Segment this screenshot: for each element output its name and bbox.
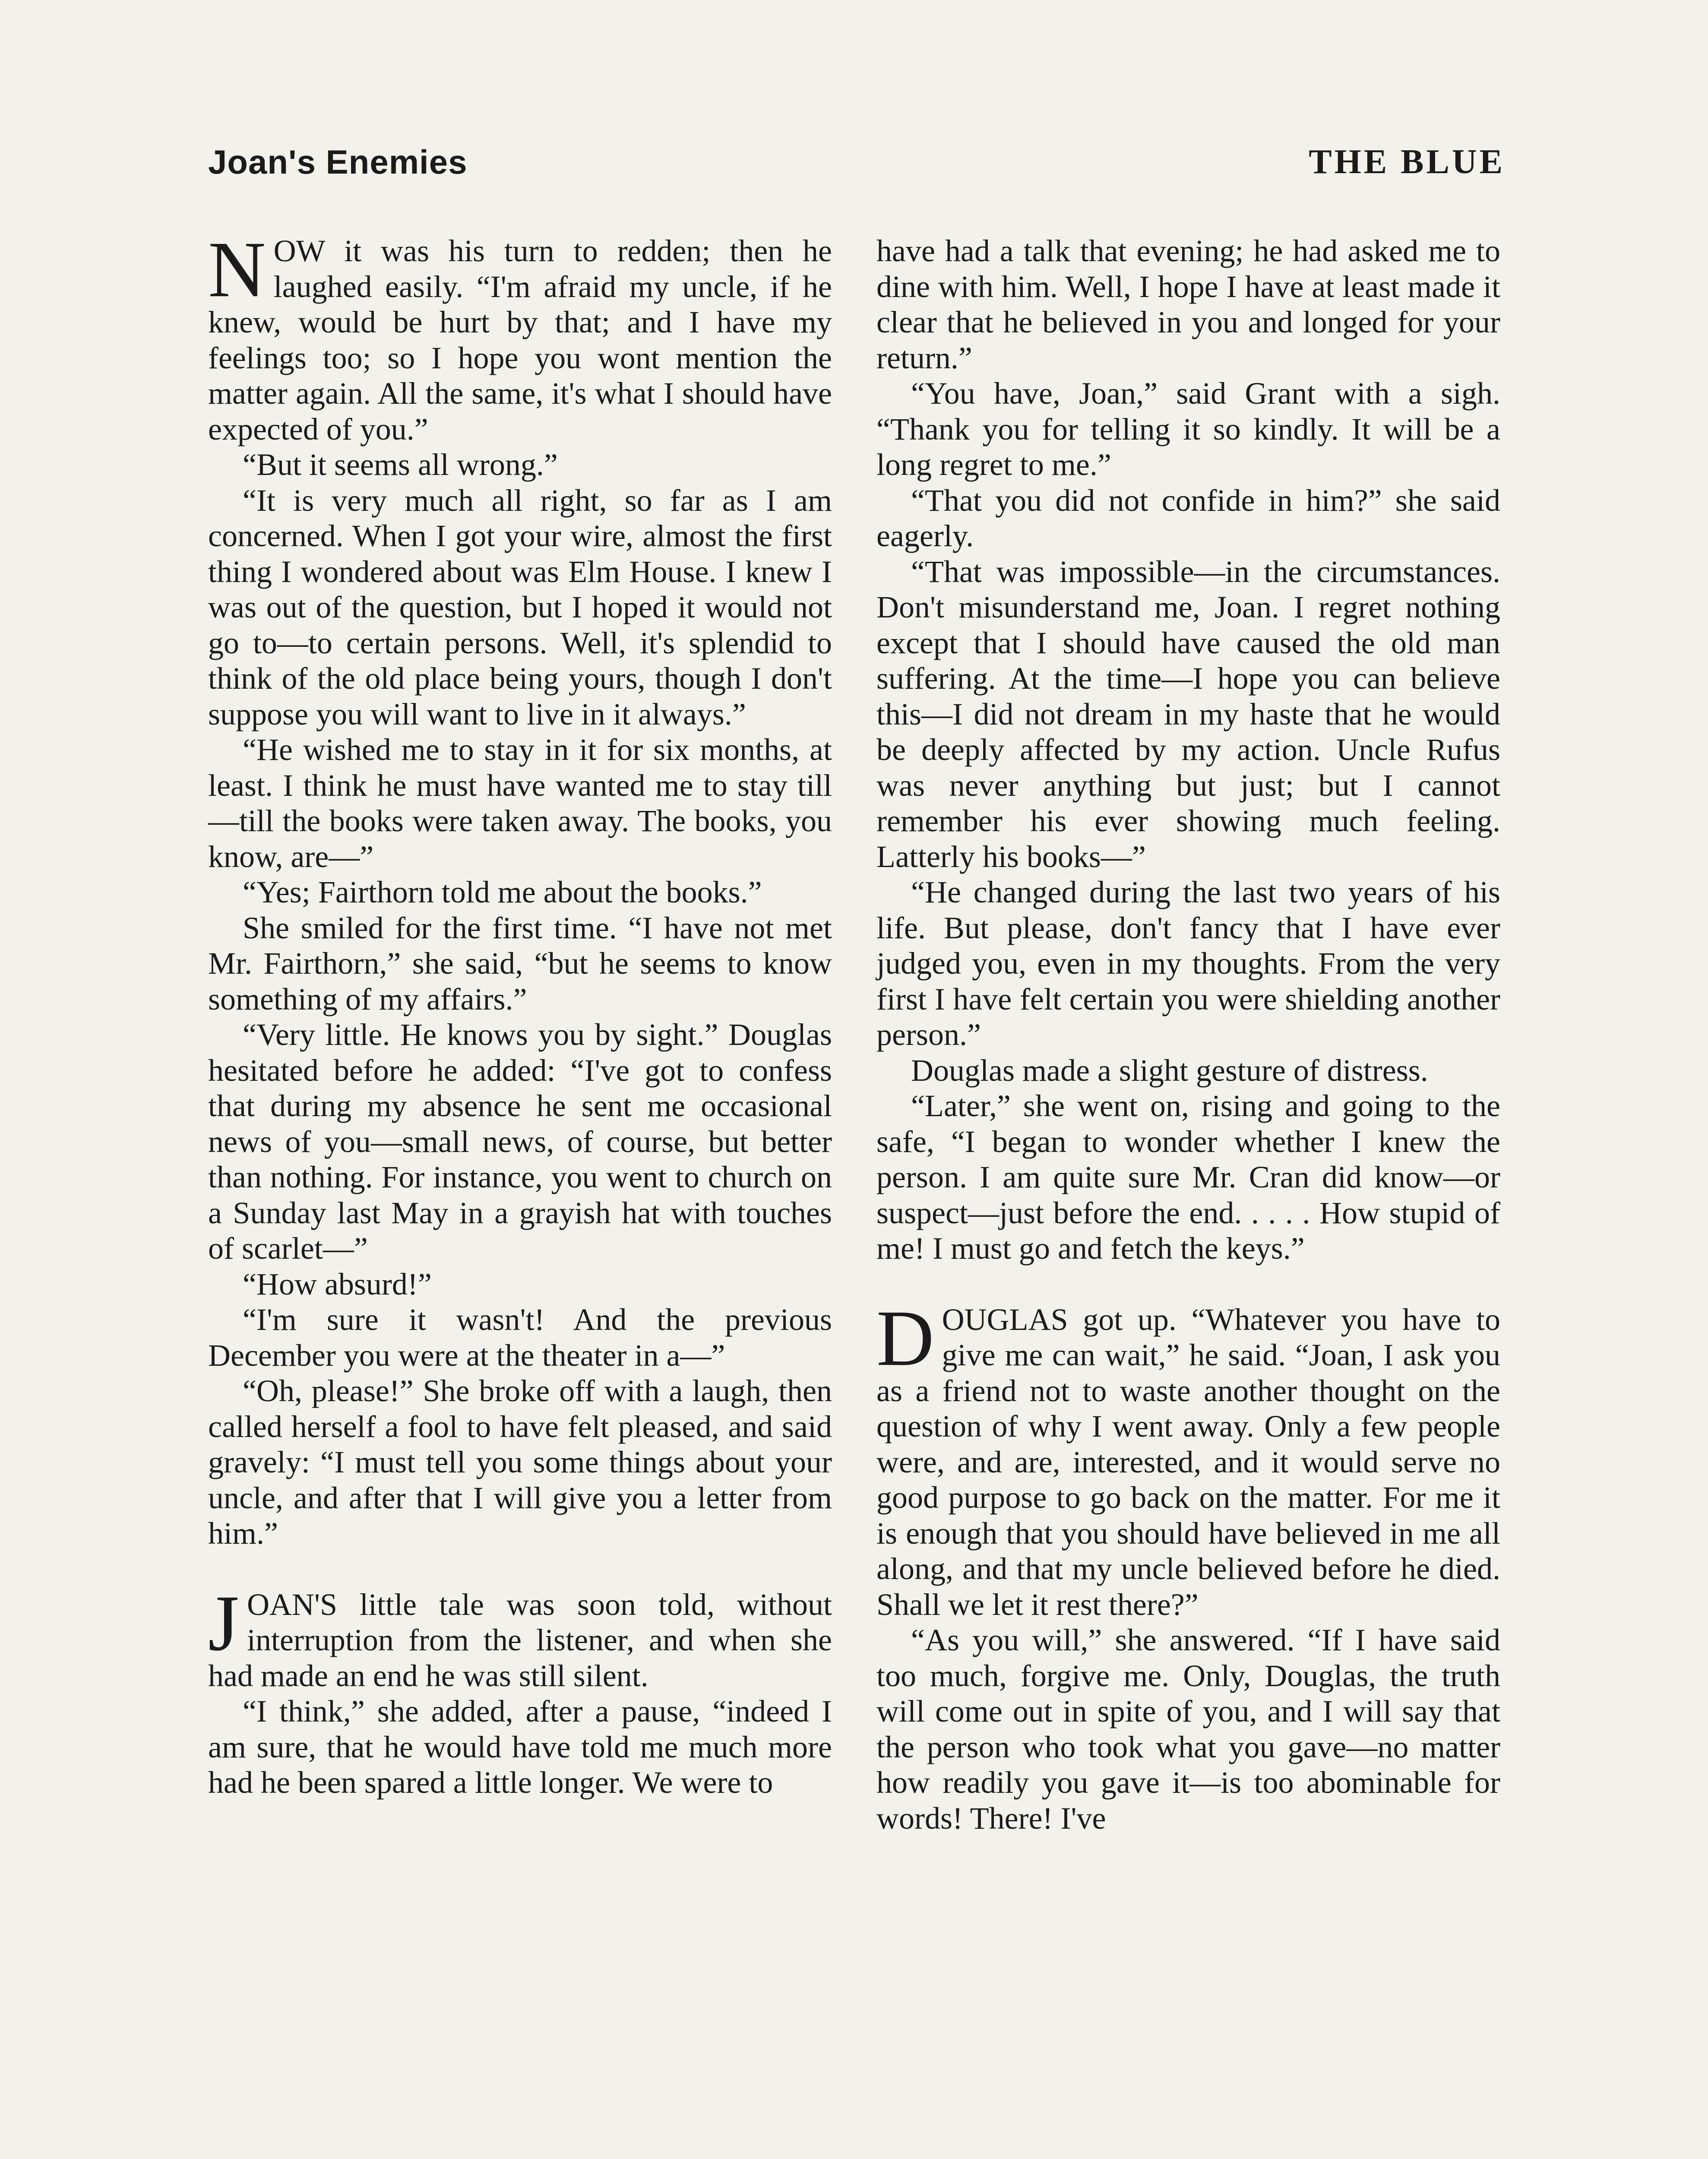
paragraph xyxy=(876,1294,1500,1623)
paragraph: “You have, Joan,” said Grant with a sigh. “Thank you for telling it so kindly. It will be a long regret to me.” xyxy=(876,376,1500,482)
paragraph: “He changed during the last two years of his life. But please, don't fancy that I have ever judged you, even in my thoughts. From the very first I have felt certain you were shielding another person.” xyxy=(876,875,1500,1052)
paragraph-text: OW it was his turn to redden; then he laughed easily. “I'm afraid my uncle, if he knew, would be hurt by that; and I have my feelings too; so I hope you wont mention the matter again. All the same, it's what I should have expected of you.” xyxy=(208,234,832,446)
paragraph: Douglas made a slight gesture of distress. xyxy=(911,1053,1428,1088)
paragraph: “I think,” she added, after a pause, “indeed I am sure, that he would have told me much more had he been spared a little longer. We were to xyxy=(208,1694,832,1800)
drop-cap: N xyxy=(208,225,266,314)
paragraph-text: OUGLAS got up. “Whatever you have to give me can wait,” he said. “Joan, I ask you as a friend not to waste another thought on the question of why I went away. Only a few people were, and are, interested, and it would serve no good purpose to go back on the matter. For me it is enough that you should have believed in me all along, and that my uncle believed before he died. Shall we let it rest there?” xyxy=(876,1302,1500,1622)
paragraph: “Oh, please!” She broke off with a laugh, then called herself a fool to have felt pleased, and said gravely: “I must tell you some things about your uncle, and after that I will give you a letter from him.” xyxy=(208,1374,832,1551)
paragraph-text: OAN'S little tale was soon told, without interruption from the listener, and when she had made an end he was still silent. xyxy=(208,1587,832,1693)
paragraph: “Yes; Fairthorn told me about the books.” xyxy=(243,875,762,909)
paragraph: “It is very much all right, so far as I am concerned. When I got your wire, almost the first thing I wondered about was Elm House. I knew I was out of the question, but I hoped it would not go to—to certain persons. Well, it's splendid to think of the old place being yours, though I don't suppose you will want to live in it always.” xyxy=(208,483,832,731)
paragraph: “I'm sure it wasn't! And the previous December you were at the theater in a—” xyxy=(208,1302,832,1373)
paragraph: “Very little. He knows you by sight.” Douglas hesitated before he added: “I've got to confess that during my absence he sent me occasional news of you—small news, of course, but better than nothing. For instance, you went to church on a Sunday last May in a grayish hat with touches of scarlet—” xyxy=(208,1017,832,1266)
story-title: Joan's Enemies xyxy=(208,143,468,181)
paragraph: “How absurd!” xyxy=(243,1266,432,1301)
paragraph: “That you did not confide in him?” she said eagerly. xyxy=(876,483,1500,553)
drop-cap: J xyxy=(208,1579,239,1668)
paragraph xyxy=(208,225,832,447)
paragraph: “That was impossible—in the circumstances. Don't misunderstand me, Joan. I regret nothing except that I should have caused the old man suffering. At the time—I hope you can believe this—I did not dream in my haste that he would be deeply affected by my action. Uncle Rufus was never anything but just; but I cannot remember his ever showing much feeling. Latterly his books—” xyxy=(876,554,1500,874)
paragraph xyxy=(208,1579,832,1694)
magazine-title: THE BLUE xyxy=(1309,143,1505,181)
right-column xyxy=(876,233,1500,1836)
paragraph: have had a talk that evening; he had asked me to dine with him. Well, I hope I have at least made it clear that he believed in you and longed for your return.” xyxy=(876,234,1500,375)
left-column xyxy=(208,225,832,1801)
paragraph: “As you will,” she answered. “If I have said too much, forgive me. Only, Douglas, the truth will come out in spite of you, and I will say that the person who took what you gave—no matter how readily you gave it—is too abominable for words! There! I've xyxy=(876,1623,1500,1836)
paragraph: “He wished me to stay in it for six months, at least. I think he must have wanted me to stay till—till the books were taken away. The books, you know, are—” xyxy=(208,732,832,874)
drop-cap: D xyxy=(876,1294,934,1383)
paragraph: “Later,” she went on, rising and going to the safe, “I began to wonder whether I knew the person. I am quite sure Mr. Cran did know—or suspect—just before the end. . . . . How stupid of me! I must go and fetch the keys.” xyxy=(876,1089,1500,1266)
paragraph: “But it seems all wrong.” xyxy=(243,447,558,482)
paragraph: She smiled for the first time. “I have not met Mr. Fairthorn,” she said, “but he seems to know something of my affairs.” xyxy=(208,910,832,1016)
